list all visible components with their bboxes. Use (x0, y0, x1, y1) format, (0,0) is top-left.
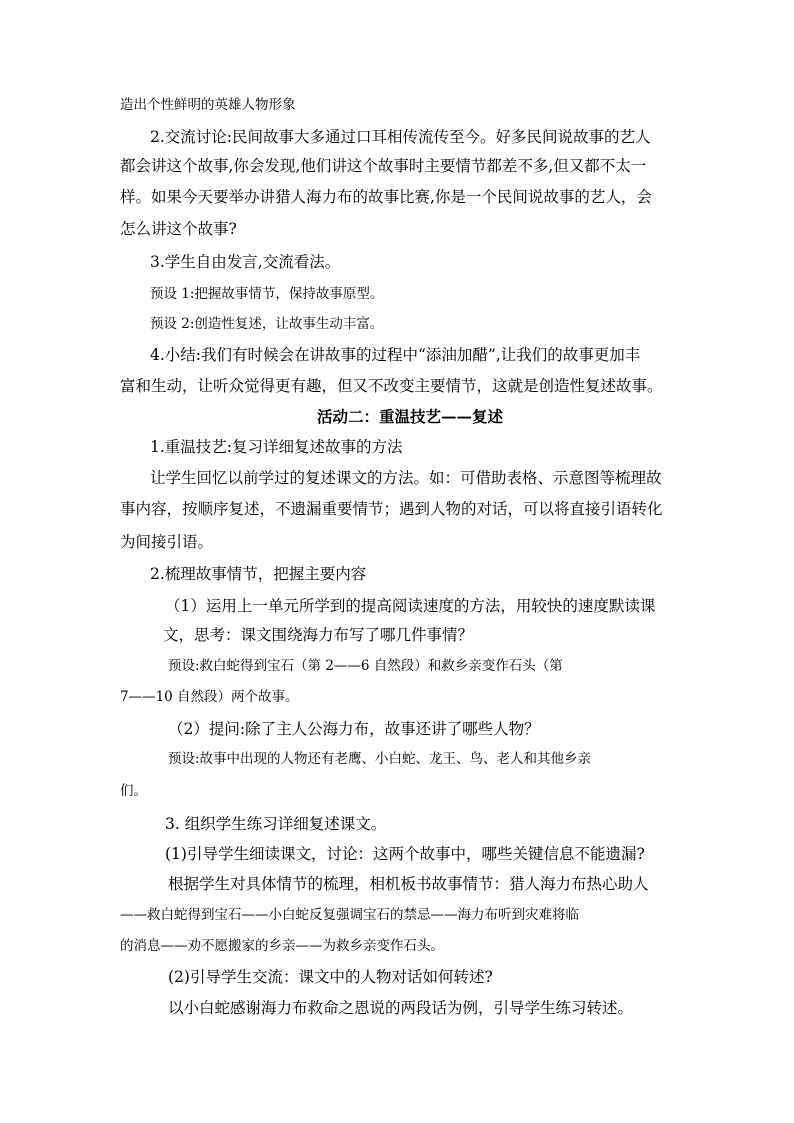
text-line: （2）提问:除了主人公海力布，故事还讲了哪些人物？ (168, 720, 540, 738)
text-line: (2)引导学生交流：课文中的人物对话如何转述? (168, 968, 493, 986)
section-heading: 活动二：重温技艺——复述 (317, 407, 504, 426)
text-line: 预设:故事中出现的人物还有老鹰、小白蛇、龙王、鸟、老人和其他乡亲 (168, 751, 592, 767)
text-line: 3.学生自由发言,交流看法。 (150, 253, 341, 271)
text-line: 预设:救白蛇得到宝石（第 2——6 自然段）和救乡亲变作石头（第 (168, 658, 563, 674)
text-line: 造出个性鲜明的英雄人物形象 (120, 97, 296, 113)
text-line: (1)引导学生细读课文，讨论：这两个故事中，哪些关键信息不能遗漏? (165, 845, 645, 863)
text-line: 样。如果今天要举办讲猎人海力布的故事比赛,你是一个民间说故事的艺人，会 (120, 188, 652, 206)
text-line: 1.重温技艺:复习详细复述故事的方法 (150, 438, 403, 456)
text-line: （1）运用上一单元所学到的提高阅读速度的方法，用较快的速度默读课 (165, 597, 656, 615)
text-line: 预设 1:把握故事情节，保持故事原型。 (150, 286, 384, 302)
text-line: 7——10 自然段）两个故事。 (120, 689, 299, 705)
text-line: 富和生动，让听众觉得更有趣，但又不改变主要情节，这就是创造性复述故事。 (120, 377, 663, 395)
text-line: ——救白蛇得到宝石——小白蛇反复强调宝石的禁忌——海力布听到灾难将临 (120, 907, 579, 923)
text-line: 文，思考：课文围绕海力布写了哪几件事情？ (163, 626, 474, 644)
text-line: 的消息——劝不愿搬家的乡亲——为救乡亲变作石头。 (120, 938, 444, 954)
text-line: 让学生回忆以前学过的复述课文的方法。如：可借助表格、示意图等梳理故 (150, 469, 662, 487)
text-line: 都会讲这个故事,你会发现,他们讲这个故事时主要情节都差不多,但又都不太一 (120, 157, 647, 175)
text-line: 以小白蛇感谢海力布救命之恩说的两段话为例，引导学生练习转述。 (168, 999, 634, 1017)
text-line: 事内容，按顺序复述，不遗漏重要情节；遇到人物的对话，可以将直接引语转化 (120, 500, 663, 518)
text-line: 3. 组织学生练习详细复述课文。 (165, 815, 387, 833)
text-line: 为间接引语。 (120, 533, 214, 551)
text-line: 怎么讲这个故事? (120, 220, 237, 238)
text-line: 2.梳理故事情节，把握主要内容 (150, 565, 367, 583)
text-line: 们。 (120, 783, 147, 799)
text-line: 4.小结:我们有时候会在讲故事的过程中“添油加醋”,让我们的故事更加丰 (150, 346, 641, 364)
text-line: 2.交流讨论:民间故事大多通过口耳相传流传至今。好多民间说故事的艺人 (150, 128, 651, 146)
text-line: 根据学生对具体情节的梳理，相机板书故事情节：猎人海力布热心助人 (168, 875, 649, 893)
text-line: 预设 2:创造性复述，让故事生动丰富。 (150, 316, 384, 332)
